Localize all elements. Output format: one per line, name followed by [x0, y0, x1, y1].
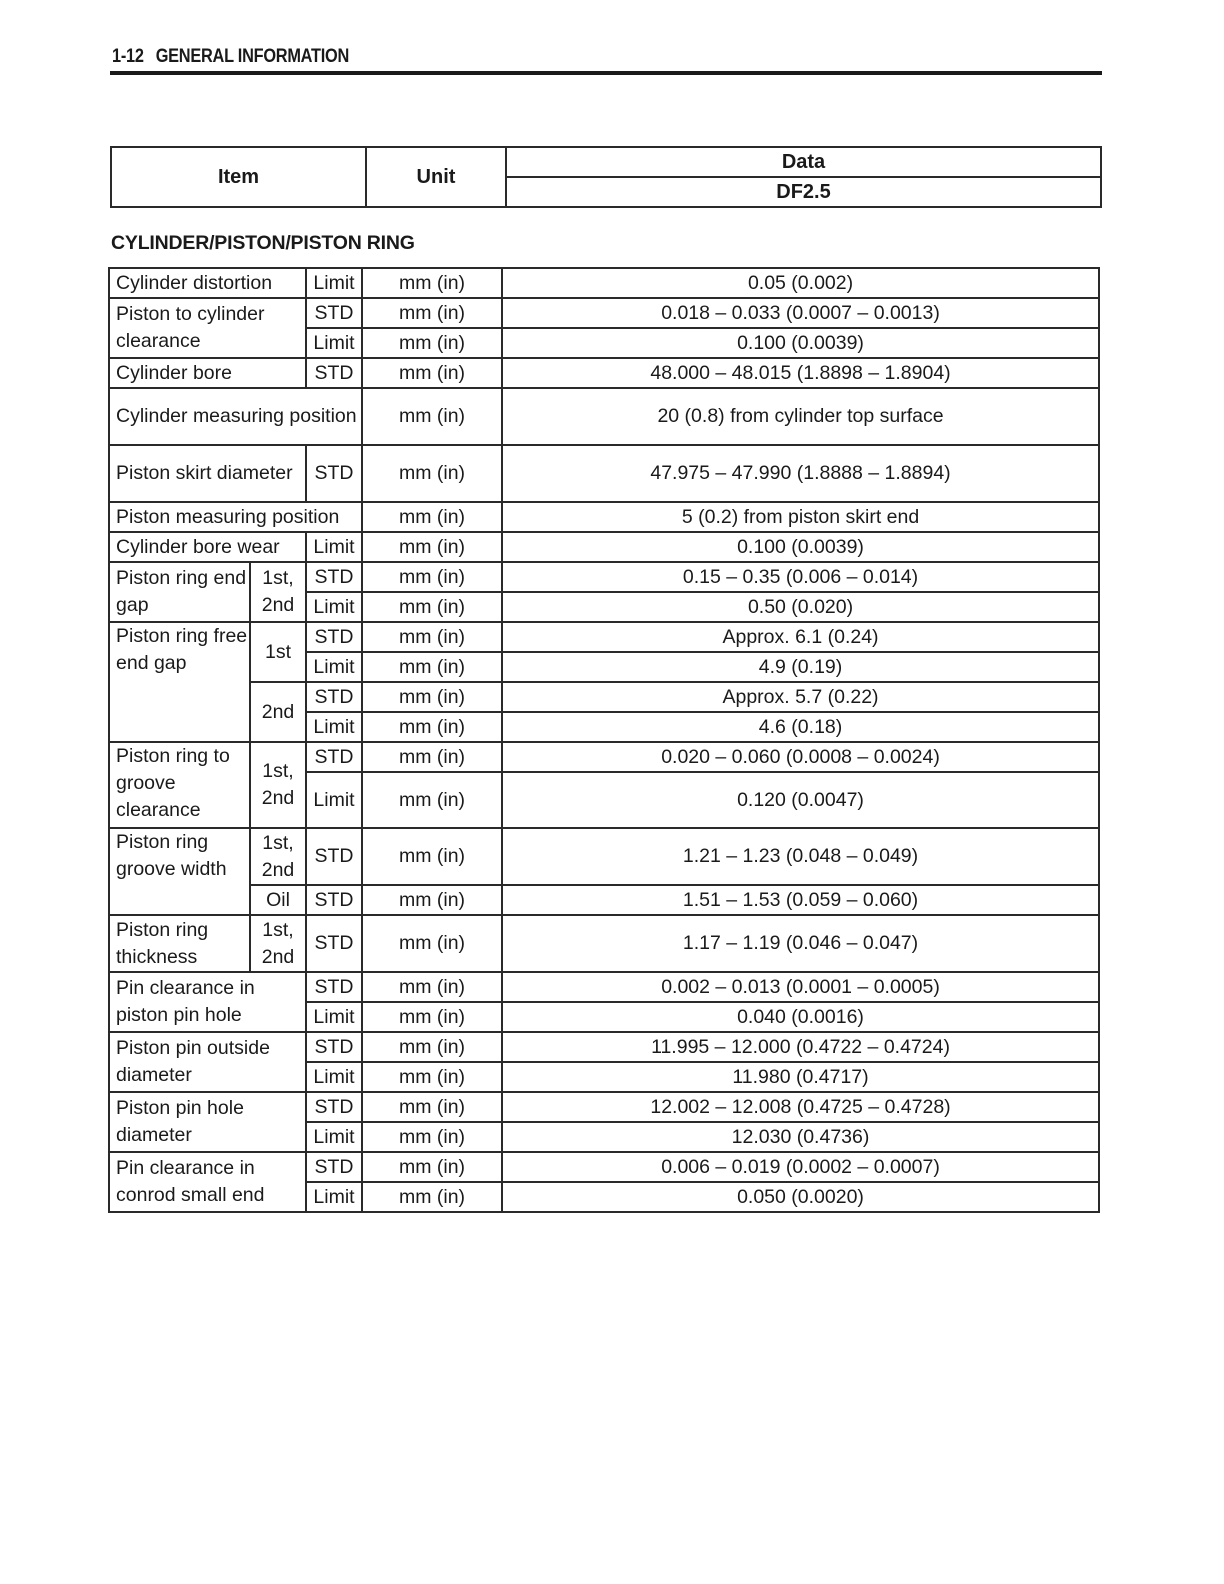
- data-cell: 0.040 (0.0016): [502, 1002, 1099, 1032]
- data-cell: 5 (0.2) from piston skirt end: [502, 502, 1099, 532]
- unit-cell: mm (in): [362, 328, 502, 358]
- unit-cell: mm (in): [362, 268, 502, 298]
- table-row: [109, 682, 1099, 712]
- ring-cell: 2nd: [250, 682, 306, 742]
- data-cell: 0.120 (0.0047): [502, 772, 1099, 828]
- data-cell: 1.51 – 1.53 (0.059 – 0.060): [502, 885, 1099, 915]
- unit-cell: mm (in): [362, 358, 502, 388]
- item-cell: Cylinder distortion: [109, 268, 306, 298]
- spec-cell: Limit: [306, 772, 362, 828]
- data-cell: Approx. 6.1 (0.24): [502, 622, 1099, 652]
- table-row: [109, 622, 1099, 652]
- page-number: 1-12: [112, 46, 144, 67]
- table-row: [109, 915, 1099, 972]
- data-cell: 1.17 – 1.19 (0.046 – 0.047): [502, 915, 1099, 972]
- spec-cell: Limit: [306, 328, 362, 358]
- unit-cell: mm (in): [362, 682, 502, 712]
- table-row: [109, 1032, 1099, 1062]
- item-cell: Piston pin outside diameter: [109, 1032, 306, 1092]
- item-cell: Piston ring free end gap: [109, 622, 250, 742]
- item-cell: Piston measuring position: [109, 502, 362, 532]
- unit-cell: mm (in): [362, 915, 502, 972]
- item-cell: Cylinder measuring position: [109, 388, 362, 445]
- column-header-table: [110, 146, 1102, 208]
- spec-cell: STD: [306, 1032, 362, 1062]
- item-column-header: Item: [111, 147, 366, 207]
- unit-cell: mm (in): [362, 562, 502, 592]
- data-cell: 12.002 – 12.008 (0.4725 – 0.4728): [502, 1092, 1099, 1122]
- item-cell: Piston ring groove width: [109, 828, 250, 915]
- table-row: [109, 298, 1099, 328]
- table-row: [109, 1152, 1099, 1182]
- spec-cell: STD: [306, 915, 362, 972]
- ring-cell: 1st, 2nd: [250, 828, 306, 885]
- item-cell: Piston ring to groove clearance: [109, 742, 250, 828]
- table-row: [109, 562, 1099, 592]
- spec-cell: STD: [306, 358, 362, 388]
- table-row: [109, 358, 1099, 388]
- spec-cell: Limit: [306, 532, 362, 562]
- unit-cell: mm (in): [362, 828, 502, 885]
- table-row: [109, 445, 1099, 502]
- unit-cell: mm (in): [362, 972, 502, 1002]
- unit-cell: mm (in): [362, 1152, 502, 1182]
- data-cell: 0.050 (0.0020): [502, 1182, 1099, 1212]
- unit-cell: mm (in): [362, 1032, 502, 1062]
- data-cell: 20 (0.8) from cylinder top surface: [502, 388, 1099, 445]
- spec-cell: Limit: [306, 652, 362, 682]
- item-cell: Piston pin hole diameter: [109, 1092, 306, 1152]
- spec-cell: STD: [306, 742, 362, 772]
- ring-cell: Oil: [250, 885, 306, 915]
- unit-cell: mm (in): [362, 502, 502, 532]
- ring-cell: 1st, 2nd: [250, 742, 306, 828]
- data-cell: Approx. 5.7 (0.22): [502, 682, 1099, 712]
- data-cell: 4.9 (0.19): [502, 652, 1099, 682]
- section-title: CYLINDER/PISTON/PISTON RING: [111, 232, 415, 254]
- unit-cell: mm (in): [362, 1182, 502, 1212]
- table-row: [109, 972, 1099, 1002]
- data-cell: 12.030 (0.4736): [502, 1122, 1099, 1152]
- data-cell: 0.50 (0.020): [502, 592, 1099, 622]
- data-cell: 0.006 – 0.019 (0.0002 – 0.0007): [502, 1152, 1099, 1182]
- data-cell: 0.15 – 0.35 (0.006 – 0.014): [502, 562, 1099, 592]
- unit-cell: mm (in): [362, 622, 502, 652]
- data-cell: 0.100 (0.0039): [502, 328, 1099, 358]
- spec-cell: STD: [306, 972, 362, 1002]
- unit-column-header: Unit: [366, 147, 506, 207]
- spec-cell: STD: [306, 828, 362, 885]
- spec-cell: STD: [306, 1152, 362, 1182]
- table-row: [109, 388, 1099, 445]
- table-row: [109, 742, 1099, 772]
- unit-cell: mm (in): [362, 1002, 502, 1032]
- unit-cell: mm (in): [362, 532, 502, 562]
- spec-cell: STD: [306, 1092, 362, 1122]
- table-row: [109, 828, 1099, 885]
- header-rule: [110, 71, 1102, 75]
- section-heading: GENERAL INFORMATION: [155, 46, 350, 67]
- unit-cell: mm (in): [362, 298, 502, 328]
- unit-cell: mm (in): [362, 1122, 502, 1152]
- data-cell: 47.975 – 47.990 (1.8888 – 1.8894): [502, 445, 1099, 502]
- page-header: [112, 46, 963, 68]
- table-row: [109, 268, 1099, 298]
- data-cell: 0.002 – 0.013 (0.0001 – 0.0005): [502, 972, 1099, 1002]
- item-cell: Piston to cylinder clearance: [109, 298, 306, 358]
- unit-cell: mm (in): [362, 885, 502, 915]
- item-cell: Cylinder bore wear: [109, 532, 306, 562]
- table-row: [109, 532, 1099, 562]
- spec-cell: Limit: [306, 712, 362, 742]
- item-cell: Cylinder bore: [109, 358, 306, 388]
- item-cell: Piston skirt diameter: [109, 445, 306, 502]
- item-cell: Pin clearance in piston pin hole: [109, 972, 306, 1032]
- spec-cell: STD: [306, 298, 362, 328]
- spec-cell: Limit: [306, 592, 362, 622]
- data-cell: 0.020 – 0.060 (0.0008 – 0.0024): [502, 742, 1099, 772]
- data-cell: 11.980 (0.4717): [502, 1062, 1099, 1092]
- unit-cell: mm (in): [362, 742, 502, 772]
- spec-cell: STD: [306, 622, 362, 652]
- spec-cell: Limit: [306, 268, 362, 298]
- data-cell: 48.000 – 48.015 (1.8898 – 1.8904): [502, 358, 1099, 388]
- model-column-header: DF2.5: [506, 177, 1101, 207]
- ring-cell: 1st, 2nd: [250, 562, 306, 622]
- unit-cell: mm (in): [362, 772, 502, 828]
- item-cell: Piston ring end gap: [109, 562, 250, 622]
- spec-cell: STD: [306, 445, 362, 502]
- unit-cell: mm (in): [362, 1062, 502, 1092]
- table-row: [109, 1092, 1099, 1122]
- data-cell: 0.05 (0.002): [502, 268, 1099, 298]
- ring-cell: 1st: [250, 622, 306, 682]
- spec-cell: STD: [306, 562, 362, 592]
- data-cell: 0.100 (0.0039): [502, 532, 1099, 562]
- spec-cell: Limit: [306, 1182, 362, 1212]
- table-row: [109, 885, 1099, 915]
- spec-cell: STD: [306, 885, 362, 915]
- spec-cell: Limit: [306, 1002, 362, 1032]
- spec-cell: STD: [306, 682, 362, 712]
- data-cell: 0.018 – 0.033 (0.0007 – 0.0013): [502, 298, 1099, 328]
- unit-cell: mm (in): [362, 592, 502, 622]
- unit-cell: mm (in): [362, 388, 502, 445]
- data-cell: 11.995 – 12.000 (0.4722 – 0.4724): [502, 1032, 1099, 1062]
- item-cell: Piston ring thickness: [109, 915, 250, 972]
- data-column-header: Data: [506, 147, 1101, 177]
- spec-table: [108, 267, 1100, 1213]
- unit-cell: mm (in): [362, 652, 502, 682]
- table-row: [109, 502, 1099, 532]
- unit-cell: mm (in): [362, 445, 502, 502]
- unit-cell: mm (in): [362, 1092, 502, 1122]
- spec-cell: Limit: [306, 1122, 362, 1152]
- data-cell: 4.6 (0.18): [502, 712, 1099, 742]
- data-cell: 1.21 – 1.23 (0.048 – 0.049): [502, 828, 1099, 885]
- item-cell: Pin clearance in conrod small end: [109, 1152, 306, 1212]
- ring-cell: 1st, 2nd: [250, 915, 306, 972]
- unit-cell: mm (in): [362, 712, 502, 742]
- spec-cell: Limit: [306, 1062, 362, 1092]
